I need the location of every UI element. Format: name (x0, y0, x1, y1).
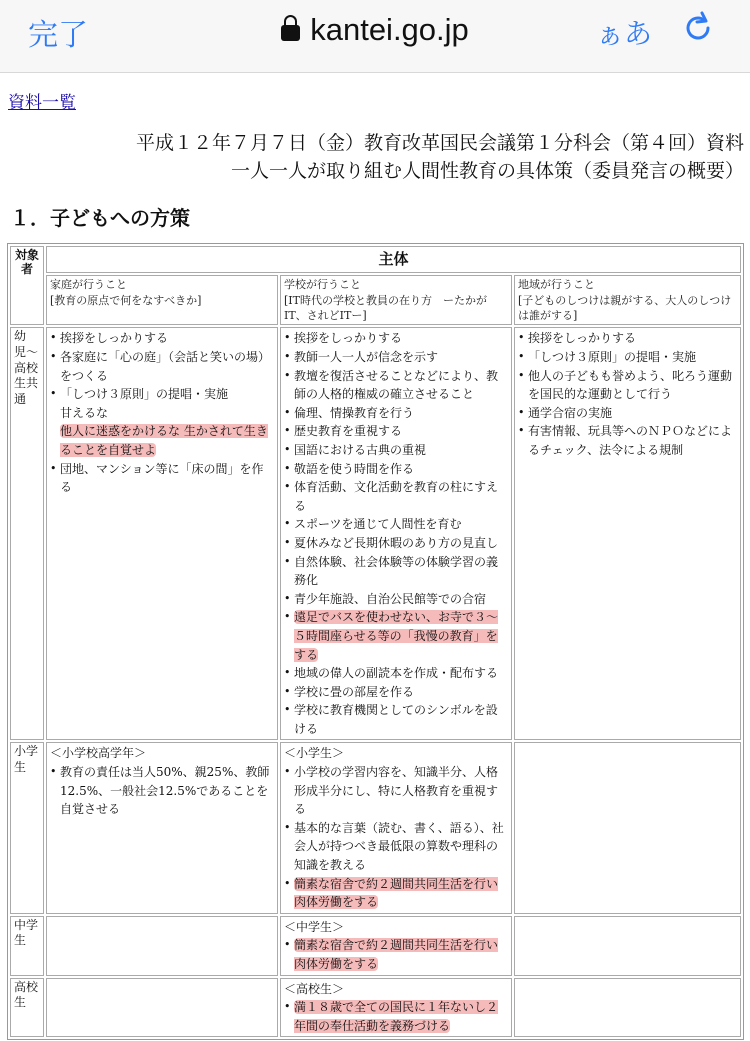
list-item-highlighted (284, 875, 508, 912)
table-row (10, 742, 741, 913)
row3-community-cell (514, 916, 741, 976)
row2-community-cell (514, 742, 741, 913)
row3-home-cell (46, 916, 278, 976)
list-item: • 通学合宿の実施 (518, 404, 737, 423)
text-size-button[interactable]: ぁあ (596, 17, 653, 50)
page-title-line1: 平成１２年７月７日（金）教育改革国民会議第１分科会（第４回）資料 (135, 132, 744, 154)
list-item: • 教壇を復活させることなどにより、教師の人格的権威の確立させること (284, 367, 508, 404)
col-home-sub: [教育の原点で何をなすべきか] (50, 293, 202, 307)
back-link[interactable]: 資料一覧 (8, 93, 76, 113)
col-home-title: 家庭が行うこと (50, 278, 127, 292)
list-subitem: 甘えるな (60, 405, 109, 420)
col-school (280, 275, 512, 325)
list-item: • スポーツを通じて人間性を育む (284, 515, 508, 534)
row1-home-cell (46, 327, 278, 740)
cell-subheading: ＜小学校高学年＞ (50, 746, 147, 761)
section-heading: １．子どもへの方策 (10, 206, 190, 230)
list-item: • 教育の責任は当人50%、親25%、教師12.5%、一般社会12.5%であることを自覚させる (50, 763, 274, 819)
list-item: • 挨拶をしっかりする (50, 329, 274, 348)
list-item: • 学校に教育機関としてのシンボルを設ける (284, 701, 508, 738)
cell-subheading: ＜中学生＞ (284, 919, 345, 934)
table-row (10, 978, 741, 1038)
row-label-elementary: 小学生 (10, 742, 44, 913)
list-item: • 「しつけ３原則」の提唱・実施 (50, 385, 274, 404)
browser-toolbar (0, 0, 750, 73)
list-item: • 地域の偉人の副読本を作成・配布する (284, 664, 508, 683)
col-school-title: 学校が行うこと (284, 278, 361, 292)
list-item: • 教師一人一人が信念を示す (284, 348, 508, 367)
highlight-mark: 簡素な宿舎で約２週間共同生活を行い肉体労働をする (294, 876, 499, 910)
url-text: kantei.go.jp (310, 12, 469, 47)
list-item: • 自然体験、社会体験等の体験学習の義務化 (284, 553, 508, 590)
list-item-highlighted (284, 998, 508, 1035)
highlight-mark: 簡素な宿舎で約２週間共同生活を行い肉体労働をする (294, 938, 499, 972)
list-item: • 敬語を使う時間を作る (284, 460, 508, 479)
list-item: • 「しつけ３原則」の提唱・実施 (518, 348, 737, 367)
row4-school-cell (280, 978, 512, 1038)
list-item: • 挨拶をしっかりする (518, 329, 737, 348)
list-item: • 挨拶をしっかりする (284, 329, 508, 348)
list-item: • 団地、マンション等に「床の間」を作る (50, 460, 274, 497)
list-item: • 倫理、情操教育を行う (284, 404, 508, 423)
list-item: • 夏休みなど長期休暇のあり方の見直し (284, 534, 508, 553)
row-label-junior-high: 中学生 (10, 916, 44, 976)
row4-community-cell (514, 978, 741, 1038)
col-home (46, 275, 278, 325)
table-row (10, 327, 741, 740)
list-item: • 青少年施設、自治公民館等での合宿 (284, 590, 508, 609)
header-main: 主体 (46, 246, 741, 273)
list-item: • 他人の子どもも誉めよう、叱ろう運動を国民的な運動として行う (518, 367, 737, 404)
highlight-mark: 遠足でバスを使わせない、お寺で３〜５時間座らせる等の「我慢の教育」をする (294, 610, 499, 662)
header-target: 対象者 (10, 246, 44, 325)
row3-school-cell (280, 916, 512, 976)
list-item: • 小学校の学習内容を、知識半分、人格形成半分にし、特に人格教育を重視する (284, 763, 508, 819)
lock-icon (281, 25, 300, 41)
highlight-mark: 満１８歳で全ての国民に１年ないし２年間の奉仕活動を義務づける (294, 1000, 499, 1033)
table-row (10, 916, 741, 976)
cell-subheading: ＜小学生＞ (284, 746, 345, 761)
list-item-highlighted (284, 936, 508, 973)
measures-table (7, 243, 744, 1040)
done-button[interactable]: 完了 (28, 18, 88, 53)
col-community-sub: [子どものしつけは親がする、大人のしつけは誰がする] (518, 293, 732, 323)
list-item: • 有害情報、玩具等へのＮＰＯなどによるチェック、法令による規制 (518, 422, 737, 459)
row2-home-cell (46, 742, 278, 913)
row-label-common: 幼児〜高校生共通 (10, 327, 44, 740)
row1-school-cell (280, 327, 512, 740)
list-item: • 歴史教育を重視する (284, 422, 508, 441)
list-item: • 基本的な言葉（読む、書く、語る）、社会人が持つべき最低限の算数や理科の知識を教える (284, 819, 508, 875)
table-header-row (10, 246, 741, 273)
page-title-line2: 一人一人が取り組む人間性教育の具体策（委員発言の概要） (230, 160, 744, 182)
list-subitem-highlighted (50, 422, 274, 459)
list-item-highlighted (284, 608, 508, 664)
list-item: • 各家庭に「心の庭」（会話と笑いの場）をつくる (50, 348, 274, 385)
list-item: • 体育活動、文化活動を教育の柱にすえる (284, 478, 508, 515)
row4-home-cell (46, 978, 278, 1038)
row-label-high-school: 高校生 (10, 978, 44, 1038)
list-item: • 国語における古典の重視 (284, 441, 508, 460)
highlight-mark: 他人に迷惑をかけるな 生かされて生きることを自覚せよ (60, 424, 268, 457)
table-subheader-row (10, 275, 741, 325)
reload-icon[interactable] (680, 10, 716, 46)
col-school-sub: [IT時代の学校と教員の在り方 ーたかがIT、されどITー] (284, 293, 487, 323)
col-community-title: 地域が行うこと (518, 278, 595, 292)
cell-subheading: ＜高校生＞ (284, 981, 345, 996)
list-item: • 学校に畳の部屋を作る (284, 683, 508, 702)
col-community (514, 275, 741, 325)
row2-school-cell (280, 742, 512, 913)
row1-community-cell (514, 327, 741, 740)
